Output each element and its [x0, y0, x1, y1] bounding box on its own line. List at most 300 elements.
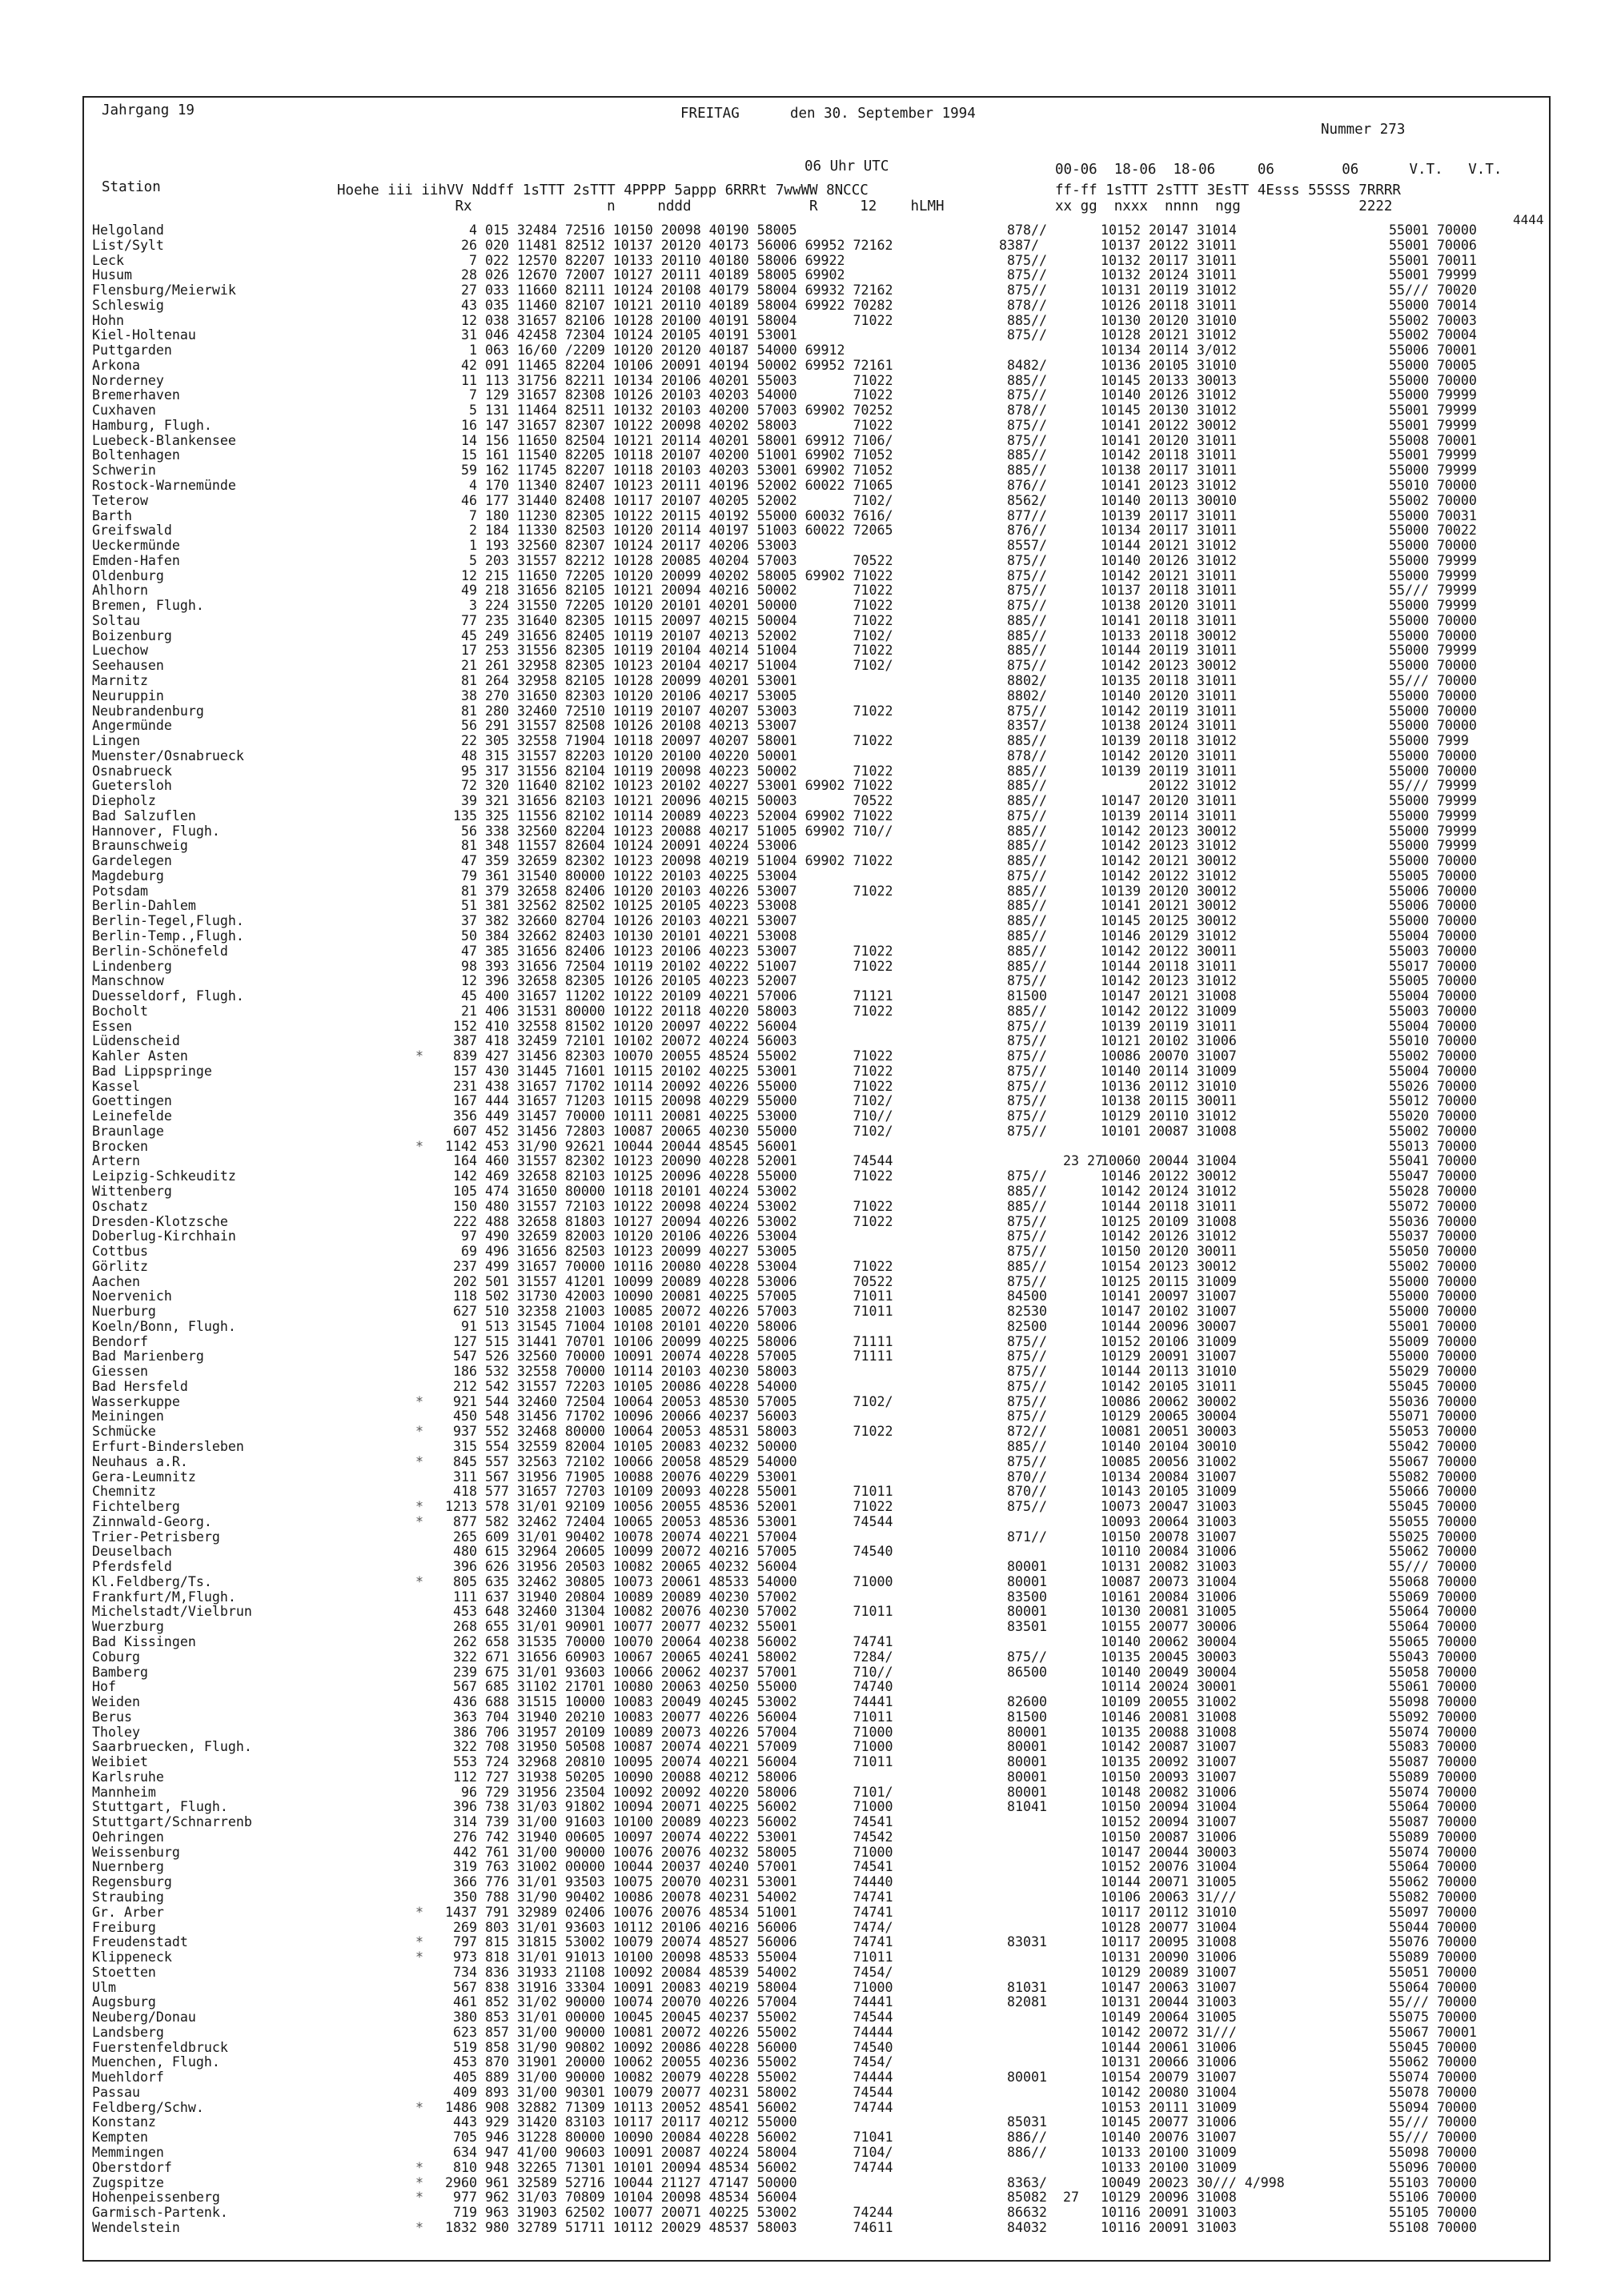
vt-groups: 55/// 70000	[1389, 2130, 1477, 2146]
night-temps: 10136 20112 31010	[1101, 1078, 1237, 1094]
night-temps: 10130 20120 31010	[1101, 312, 1237, 328]
night-temps: 10133 20118 30012	[1101, 627, 1237, 643]
table-row	[92, 1560, 1544, 1575]
main-groups: 519 858 31/90 90802 10092 20086 40228 56000 74540	[445, 2039, 893, 2055]
night-temps: 10141 20122 30012	[1101, 417, 1237, 433]
mountain-marker: *	[415, 1424, 423, 1440]
station-name: Berlin-Dahlem	[92, 898, 196, 914]
code-subheaders: Rx n nddd R 12 hLMH	[337, 198, 945, 214]
main-groups: 1486 908 32882 71309 10113 20052 48541 56002 74744	[445, 2099, 893, 2115]
station-name: Arkona	[92, 357, 140, 373]
period-labels: 00-06 18-06 18-06 06 06 V.T. V.T.	[1055, 162, 1503, 178]
vt-groups: 55001 79999	[1389, 447, 1477, 463]
station-name: Nuerburg	[92, 1304, 156, 1320]
station-name: Hof	[92, 1679, 116, 1695]
main-groups: 91 513 31545 71004 10108 20101 40220 58006	[445, 1318, 797, 1334]
table-row	[92, 1725, 1544, 1741]
precip-group: 885//	[999, 913, 1047, 929]
vt-groups: 55008 70001	[1389, 432, 1477, 448]
table-row	[92, 1845, 1544, 1861]
table-row	[92, 1034, 1544, 1049]
table-row	[92, 839, 1544, 854]
vt-groups: 55062 70000	[1389, 1874, 1477, 1890]
vt-groups: 55089 70000	[1389, 1949, 1477, 1965]
night-temps: 10135 20118 31011	[1101, 672, 1237, 688]
main-groups: 810 948 32265 71301 10101 20094 48534 56002 74744	[445, 2159, 893, 2175]
station-name: Meiningen	[92, 1408, 164, 1424]
table-row	[92, 374, 1544, 389]
table-row	[92, 569, 1544, 584]
table-row	[92, 1530, 1544, 1545]
vt-groups: 55005 70000	[1389, 868, 1477, 884]
vt-groups: 55036 70000	[1389, 1393, 1477, 1409]
station-name: Leinefelde	[92, 1108, 172, 1124]
night-temps: 10131 20090 31006	[1101, 1949, 1237, 1965]
table-row	[92, 1364, 1544, 1380]
precip-group: 83031	[999, 1934, 1047, 1950]
station-name: Dresden-Klotzsche	[92, 1213, 228, 1229]
table-row	[92, 2206, 1544, 2221]
night-temps: 10140 20113 30010	[1101, 492, 1237, 508]
night-temps: 10140 20049 30004	[1101, 1664, 1237, 1680]
main-groups: 22 305 32558 71904 10118 20097 40207 58001 71022	[445, 733, 893, 749]
precip-group: 885//	[999, 958, 1047, 974]
precip-group: 875//	[999, 703, 1047, 719]
precip-group: 875//	[999, 1213, 1047, 1229]
precip-group: 81500	[999, 988, 1047, 1004]
precip-group: 875//	[999, 432, 1047, 448]
station-name: Schmücke	[92, 1424, 156, 1440]
table-row	[92, 1545, 1544, 1560]
station-name: Aachen	[92, 1273, 140, 1289]
precip-group: 875//	[999, 327, 1047, 343]
vt-groups: 55000 7999	[1389, 733, 1469, 749]
mountain-marker: *	[415, 1048, 423, 1064]
precip-group: 875//	[999, 973, 1047, 989]
night-temps: 10131 20082 31003	[1101, 1559, 1237, 1575]
precip-group: 8482/	[999, 357, 1047, 373]
main-groups: 265 609 31/01 90402 10078 20074 40221 57004	[445, 1529, 797, 1545]
table-row	[92, 1515, 1544, 1530]
night-temps: 10144 20061 31006	[1101, 2039, 1237, 2055]
report-date: FREITAG den 30. September 1994	[680, 106, 976, 122]
night-temps: 10141 20121 30012	[1101, 898, 1237, 914]
vt-groups: 55025 70000	[1389, 1529, 1477, 1545]
night-temps: 10144 20118 31011	[1101, 958, 1237, 974]
vt-groups: 55074 70000	[1389, 1784, 1477, 1800]
night-temps: 10117 20112 31010	[1101, 1904, 1237, 1920]
vt-groups: 55042 70000	[1389, 1439, 1477, 1455]
vt-groups: 55001 70000	[1389, 1318, 1477, 1334]
station-name: Duesseldorf, Flugh.	[92, 988, 244, 1004]
vt-groups: 55089 70000	[1389, 1829, 1477, 1845]
night-temps: 10135 20045 30003	[1101, 1649, 1237, 1665]
main-groups: 56 291 31557 82508 10126 20108 40213 53007	[445, 718, 797, 734]
night-temps: 10142 20122 31012	[1101, 868, 1237, 884]
precip-group: 875//	[999, 417, 1047, 433]
table-row	[92, 2130, 1544, 2146]
table-row	[92, 1020, 1544, 1035]
table-row	[92, 343, 1544, 359]
station-name: Muenchen, Flugh.	[92, 2054, 220, 2070]
station-name: Neuhaus a.R.	[92, 1453, 188, 1469]
main-groups: 845 557 32563 72102 10066 20058 48529 54000	[445, 1453, 797, 1469]
station-name: Soltau	[92, 612, 140, 628]
night-temps: 10110 20084 31006	[1101, 1544, 1237, 1560]
table-row	[92, 1770, 1544, 1785]
main-groups: 49 218 31656 82105 10121 20094 40216 50002 71022	[445, 583, 893, 599]
vt-groups: 55094 70000	[1389, 2099, 1477, 2115]
vt-groups: 55029 70000	[1389, 1364, 1477, 1380]
vt-groups: 55000 70000	[1389, 1304, 1477, 1320]
table-row	[92, 419, 1544, 434]
main-groups: 222 488 32658 81803 10127 20094 40226 53002 71022	[445, 1213, 893, 1229]
main-groups: 269 803 31/01 93603 10112 20106 40216 56006 7474/	[445, 1919, 893, 1935]
table-row	[92, 1080, 1544, 1095]
night-temps: 10131 20044 31003	[1101, 1994, 1237, 2010]
table-row	[92, 719, 1544, 734]
vt-groups: 55062 70000	[1389, 1544, 1477, 1560]
table-row	[92, 1049, 1544, 1064]
station-name: Hamburg, Flugh.	[92, 417, 212, 433]
station-name: Gr. Arber	[92, 1904, 164, 1920]
vt-groups: 55001 79999	[1389, 403, 1477, 419]
main-groups: 1213 578 31/01 92109 10056 20055 48536 52001 71022	[445, 1499, 893, 1515]
station-name: Hohenpeissenberg	[92, 2190, 220, 2206]
table-row	[92, 1349, 1544, 1364]
station-name: Feldberg/Schw.	[92, 2099, 204, 2115]
main-groups: 26 020 11481 82512 10137 20120 40173 56006 69952 72162	[445, 237, 893, 253]
station-name: Goettingen	[92, 1093, 172, 1109]
vt-groups: 55001 70000	[1389, 222, 1477, 238]
precip-group: 876//	[999, 523, 1047, 539]
precip-group: 875//	[999, 1378, 1047, 1394]
night-temps: 10125 20109 31008	[1101, 1213, 1237, 1229]
night-temps: 10139 20114 31011	[1101, 807, 1237, 823]
station-name: Berlin-Temp.,Flugh.	[92, 928, 244, 944]
night-temps: 10150 20094 31004	[1101, 1799, 1237, 1815]
vt-groups: 55044 70000	[1389, 1919, 1477, 1935]
vt-groups: 55/// 70000	[1389, 672, 1477, 688]
table-row	[92, 1470, 1544, 1485]
station-name: Luechow	[92, 643, 148, 659]
station-name: Neubrandenburg	[92, 703, 204, 719]
station-name: Leck	[92, 252, 124, 268]
vt-groups: 55074 70000	[1389, 2070, 1477, 2086]
table-row	[92, 1424, 1544, 1440]
mountain-marker: *	[415, 1513, 423, 1529]
precip-group: 885//	[999, 1184, 1047, 1199]
main-groups: 5 203 31557 82212 10128 20085 40204 57003 70522	[445, 552, 893, 568]
precip-group: 885//	[999, 612, 1047, 628]
precip-group: 875//	[999, 252, 1047, 268]
vt-groups: 55003 70000	[1389, 943, 1477, 959]
precip-group: 872//	[999, 1424, 1047, 1440]
table-row	[92, 2086, 1544, 2101]
table-row	[92, 403, 1544, 419]
station-name: Doberlug-Kirchhain	[92, 1228, 236, 1244]
station-name: Michelstadt/Vielbrun	[92, 1604, 252, 1620]
station-name: Stuttgart, Flugh.	[92, 1799, 228, 1815]
main-groups: 319 763 31002 00000 10044 20037 40240 57001 74541	[445, 1859, 893, 1875]
night-temps: 10093 20064 31003	[1101, 1513, 1237, 1529]
mountain-marker: *	[415, 1573, 423, 1589]
table-row	[92, 809, 1544, 824]
vt-groups: 55000 70000	[1389, 1288, 1477, 1304]
night-temps: 10138 20115 30011	[1101, 1093, 1237, 1109]
precip-group: 875//	[999, 1364, 1047, 1380]
vt-groups: 55012 70000	[1389, 1093, 1477, 1109]
table-row	[92, 1215, 1544, 1230]
main-groups: 31 046 42458 72304 10124 20105 40191 53001	[445, 327, 797, 343]
main-groups: 239 675 31/01 93603 10066 20062 40237 57001 710//	[445, 1664, 893, 1680]
vt-groups: 55076 70000	[1389, 1934, 1477, 1950]
main-groups: 231 438 31657 71702 10114 20092 40226 55000 71022	[445, 1078, 893, 1094]
table-row	[92, 2176, 1544, 2191]
table-row	[92, 1244, 1544, 1260]
night-temps: 10109 20055 31002	[1101, 1694, 1237, 1710]
main-groups: 27 033 11660 82111 10124 20108 40179 58004 69932 72162	[445, 282, 893, 299]
table-row	[92, 448, 1544, 463]
station-name: Neuruppin	[92, 687, 164, 703]
vt-groups: 55017 70000	[1389, 958, 1477, 974]
main-groups: 418 577 31657 72703 10109 20093 40228 55001 71011	[445, 1484, 893, 1500]
station-name: Lindenberg	[92, 958, 172, 974]
night-temps: 10144 20121 31012	[1101, 538, 1237, 554]
precip-group: 875//	[999, 552, 1047, 568]
station-name: Saarbruecken, Flugh.	[92, 1739, 252, 1755]
main-groups: 1832 980 32789 51711 10112 20029 48537 58003 74611	[445, 2219, 893, 2235]
vt-groups: 55087 70000	[1389, 1754, 1477, 1770]
main-groups: 366 776 31/01 93503 10075 20070 40231 53001 74440	[445, 1874, 893, 1890]
table-row	[92, 388, 1544, 403]
station-name: Görlitz	[92, 1258, 148, 1274]
table-row	[92, 944, 1544, 960]
table-row	[92, 1335, 1544, 1350]
station-name: Chemnitz	[92, 1484, 156, 1500]
main-groups: 719 963 31903 62502 10077 20071 40225 53002 74244	[445, 2205, 893, 2221]
station-name: Wendelstein	[92, 2219, 180, 2235]
table-row	[92, 463, 1544, 479]
main-groups: 311 567 31956 71905 10088 20076 40229 53001	[445, 1469, 797, 1485]
night-temps: 10161 20084 31006	[1101, 1589, 1237, 1605]
vt-groups: 55103 70000	[1389, 2174, 1477, 2190]
station-name: Kahler Asten	[92, 1048, 188, 1064]
table-row	[92, 434, 1544, 449]
mountain-marker: *	[415, 1138, 423, 1154]
vt-groups: 55053 70000	[1389, 1424, 1477, 1440]
precip-group: 82530	[999, 1304, 1047, 1320]
night-temps: 10129 20089 31007	[1101, 1964, 1237, 1980]
night-temps: 10148 20082 31006	[1101, 1784, 1237, 1800]
vt-groups: 55000 79999	[1389, 598, 1477, 614]
station-name: Noervenich	[92, 1288, 172, 1304]
vt-groups: 55/// 79999	[1389, 778, 1477, 794]
report-sheet	[82, 96, 1551, 2262]
night-temps: 10147 20063 31007	[1101, 1979, 1237, 1995]
station-name: Wittenberg	[92, 1184, 172, 1199]
main-groups: 152 410 32558 81502 10120 20097 40222 56004	[445, 1018, 797, 1034]
precip-group: 878//	[999, 403, 1047, 419]
precip-group: 875//	[999, 387, 1047, 403]
main-groups: 363 704 31940 20210 10083 20077 40226 56004 71011	[445, 1709, 893, 1725]
vt-groups: 55002 70000	[1389, 1258, 1477, 1274]
station-name: Oldenburg	[92, 567, 164, 583]
precip-group: 82600	[999, 1694, 1047, 1710]
table-row	[92, 509, 1544, 524]
main-groups: 1 193 32560 82307 10124 20117 40206 53003	[445, 538, 797, 554]
station-name: Hohn	[92, 312, 124, 328]
table-row	[92, 268, 1544, 283]
table-row	[92, 794, 1544, 809]
vt-groups: 55067 70000	[1389, 1453, 1477, 1469]
precip-group: 875//	[999, 1244, 1047, 1260]
night-temps: 10114 20024 30001	[1101, 1679, 1237, 1695]
night-temps: 10134 20114 3/012	[1101, 343, 1237, 359]
main-groups: 81 264 32958 82105 10128 20099 40201 53001	[445, 672, 797, 688]
station-name: Muenster/Osnabrueck	[92, 747, 244, 763]
precip-group: 81500	[999, 1709, 1047, 1725]
station-name: Ulm	[92, 1979, 116, 1995]
precip-group: 8387/	[999, 237, 1039, 253]
night-temps: 10144 20118 31011	[1101, 1198, 1237, 1214]
table-row	[92, 223, 1544, 238]
night-temps: 10142 20105 31011	[1101, 1378, 1237, 1394]
main-groups: 705 946 31228 80000 10090 20084 40228 56002 71041	[445, 2130, 893, 2146]
table-row	[92, 1575, 1544, 1590]
table-row	[92, 1455, 1544, 1470]
night-temps: 10152 20076 31004	[1101, 1859, 1237, 1875]
station-name: Essen	[92, 1018, 132, 1034]
night-temps: 10150 20093 31007	[1101, 1769, 1237, 1785]
night-temps: 10144 20096 30007	[1101, 1318, 1237, 1334]
main-groups: 567 685 31102 21701 10080 20063 40250 55000 74740	[445, 1679, 893, 1695]
vt-groups: 55000 79999	[1389, 838, 1477, 854]
night-temps: 10137 20118 31011	[1101, 583, 1237, 599]
vt-groups: 55000 70000	[1389, 538, 1477, 554]
precip-group: 80001	[999, 1754, 1047, 1770]
table-row	[92, 1890, 1544, 1905]
vt-groups: 55036 70000	[1389, 1213, 1477, 1229]
station-name: Luebeck-Blankensee	[92, 432, 236, 448]
night-temps: 10121 20102 31006	[1101, 1033, 1237, 1049]
precip-group: 875//	[999, 1048, 1047, 1064]
vt-groups: 55000 70014	[1389, 297, 1477, 313]
vt-groups: 55000 70000	[1389, 658, 1477, 674]
station-name: Wasserkuppe	[92, 1393, 180, 1409]
vt-groups: 55000 70031	[1389, 507, 1477, 523]
main-groups: 1437 791 32989 02406 10076 20076 48534 51001 74741	[445, 1904, 893, 1920]
precip-group: 878//	[999, 297, 1047, 313]
precip-group: 85082	[999, 2190, 1047, 2206]
precip-group: 8802/	[999, 672, 1047, 688]
night-temps: 10128 20121 31012	[1101, 327, 1237, 343]
vt-groups: 55074 70000	[1389, 1844, 1477, 1860]
night-temps: 10142 20119 31011	[1101, 703, 1237, 719]
night-temps: 10140 20062 30004	[1101, 1633, 1237, 1649]
precip-group: 875//	[999, 1063, 1047, 1079]
table-row	[92, 1409, 1544, 1424]
main-groups: 627 510 32358 21003 10085 20072 40226 57003 71011	[445, 1304, 893, 1320]
table-row	[92, 884, 1544, 900]
table-row	[92, 899, 1544, 914]
station-name: Wuerzburg	[92, 1619, 164, 1635]
main-groups: 39 321 31656 82103 10121 20096 40215 50003 70522	[445, 793, 893, 809]
precip-group: 81041	[999, 1799, 1047, 1815]
vt-groups: 55045 70000	[1389, 1499, 1477, 1515]
main-groups: 409 893 31/00 90301 10079 20077 40231 58002 74544	[445, 2084, 893, 2100]
precip-group: 85031	[999, 2114, 1047, 2130]
night-temps: 10134 20084 31007	[1101, 1469, 1237, 1485]
main-groups: 45 249 31656 82405 10119 20107 40213 52002 7102/	[445, 627, 893, 643]
table-row	[92, 629, 1544, 644]
table-row	[92, 974, 1544, 989]
night-temps: 20122 31012	[1101, 778, 1237, 794]
night-temps: 10129 20096 31008	[1101, 2190, 1237, 2206]
station-name: Regensburg	[92, 1874, 172, 1890]
station-name: Berus	[92, 1709, 132, 1725]
station-name: Ueckermünde	[92, 538, 180, 554]
vt-groups: 55097 70000	[1389, 1904, 1477, 1920]
station-name: Angermünde	[92, 718, 172, 734]
vt-groups: 55004 70000	[1389, 928, 1477, 944]
precip-group: 80001	[999, 1739, 1047, 1755]
main-groups: 443 929 31420 83103 10117 20117 40212 55000	[445, 2114, 797, 2130]
vt-groups: 55000 70000	[1389, 913, 1477, 929]
night-temps: 10132 20124 31011	[1101, 267, 1237, 283]
table-row	[92, 254, 1544, 269]
vt-groups: 55010 70000	[1389, 1033, 1477, 1049]
precip-group: 875//	[999, 1078, 1047, 1094]
vt-groups: 55067 70001	[1389, 2024, 1477, 2040]
vt-groups: 55105 70000	[1389, 2205, 1477, 2221]
table-row	[92, 1830, 1544, 1845]
night-temps: 10116 20091 31003	[1101, 2205, 1237, 2221]
table-row	[92, 2070, 1544, 2086]
night-temps: 10136 20105 31010	[1101, 357, 1237, 373]
main-groups: 48 315 31557 82203 10120 20100 40220 50001	[445, 747, 797, 763]
station-name: Bad Salzuflen	[92, 807, 196, 823]
station-name: Rostock-Warnemünde	[92, 478, 236, 494]
precip-group: 80001	[999, 1784, 1047, 1800]
night-temps: 10140 20120 31011	[1101, 687, 1237, 703]
vt-groups: 55/// 70000	[1389, 1559, 1477, 1575]
precip-group: 886//	[999, 2145, 1047, 2160]
station-name: Zinnwald-Georg.	[92, 1513, 212, 1529]
night-temps: 10147 20120 31011	[1101, 793, 1237, 809]
table-row	[92, 1695, 1544, 1710]
precip-group: 875//	[999, 1228, 1047, 1244]
table-row	[92, 1950, 1544, 1965]
vt-groups: 55075 70000	[1389, 2010, 1477, 2026]
table-row	[92, 1229, 1544, 1244]
precip-group: 885//	[999, 733, 1047, 749]
vt-groups: 55000 70005	[1389, 357, 1477, 373]
station-name: Freudenstadt	[92, 1934, 188, 1950]
main-groups: 16 147 31657 82307 10122 20098 40202 58003 71022	[445, 417, 893, 433]
station-name: Cuxhaven	[92, 403, 156, 419]
vt-groups: 55078 70000	[1389, 2084, 1477, 2100]
table-row	[92, 359, 1544, 374]
night-temps: 10137 20122 31011	[1101, 237, 1237, 253]
night-temps: 10140 20126 31012	[1101, 552, 1237, 568]
station-name: Magdeburg	[92, 868, 164, 884]
station-name: Kl.Feldberg/Ts.	[92, 1573, 212, 1589]
station-name: Helgoland	[92, 222, 164, 238]
table-row	[92, 2101, 1544, 2116]
precip-group: 878//	[999, 222, 1047, 238]
table-row	[92, 1995, 1544, 2010]
